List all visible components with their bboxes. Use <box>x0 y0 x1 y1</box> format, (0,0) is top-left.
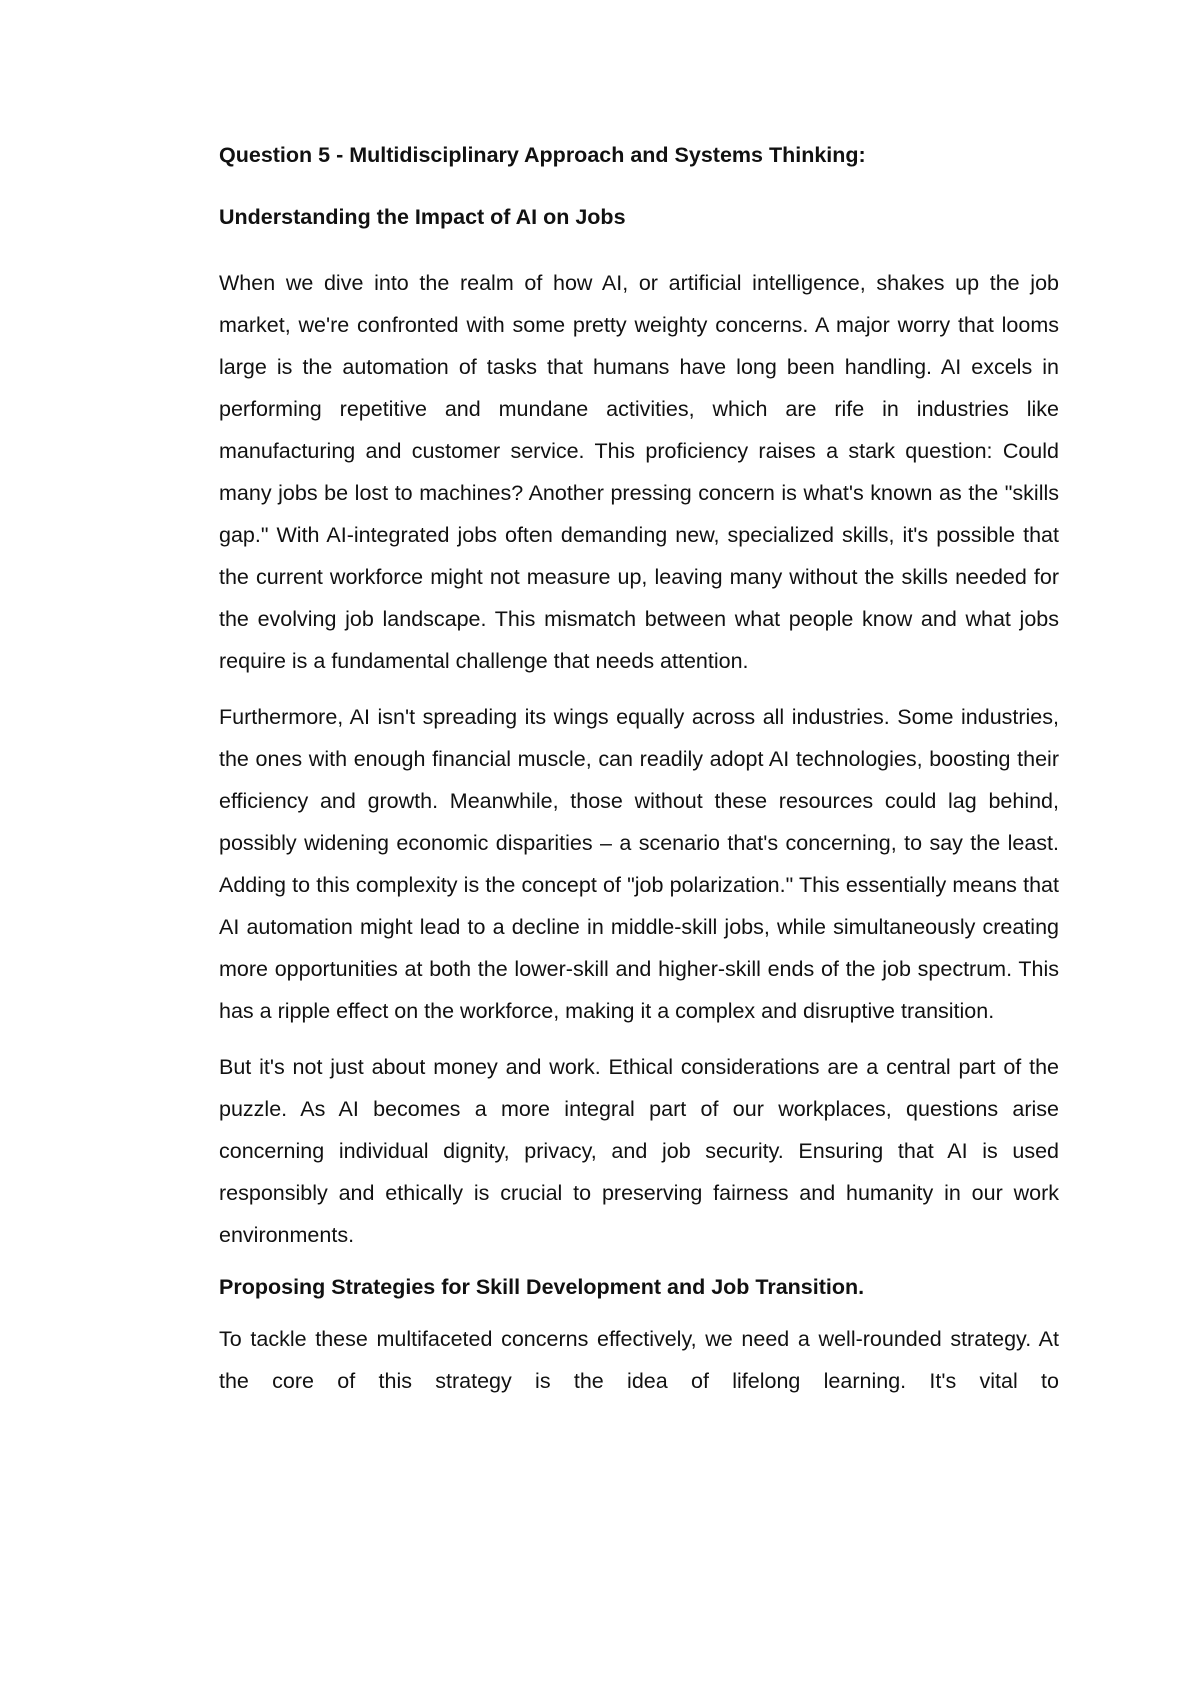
paragraph-job-market-concerns: When we dive into the realm of how AI, or artificial intelligence, shakes up the job market, we're confronted with some pretty weighty concerns. A major worry that looms large is the automation of tasks that humans have long been handling. AI excels in performing repetitive and mundane activities, which are rife in industries like manufacturing and customer service. This proficiency raises a stark question: Could many jobs be lost to machines? Another pressing concern is what's known as the "skills gap." With AI-integrated jobs often demanding new, specialized skills, it's possible that the current workforce might not measure up, leaving many without the skills needed for the evolving job landscape. This mismatch between what people know and what jobs require is a fundamental challenge that needs attention. <box>219 271 1059 673</box>
document-body <box>219 138 1059 1402</box>
question-title: Question 5 - Multidisciplinary Approach and Systems Thinking: <box>219 143 866 167</box>
paragraph-lifelong-learning: To tackle these multifaceted concerns effectively, we need a well-rounded strategy. At the core of this strategy is the idea of lifelong learning. It's vital to <box>219 1327 1059 1393</box>
section-heading-strategies: Proposing Strategies for Skill Development and Job Transition. <box>219 1275 865 1299</box>
paragraph-unequal-adoption: Furthermore, AI isn't spreading its wings equally across all industries. Some industries, the ones with enough financial muscle, can readily adopt AI technologies, boosting their efficiency and growth. Meanwhile, those without these resources could lag behind, possibly widening economic disparities – a scenario that's concerning, to say the least. Adding to this complexity is the concept of "job polarization." This essentially means that AI automation might lead to a decline in middle-skill jobs, while simultaneously creating more opportunities at both the lower-skill and higher-skill ends of the job spectrum. This has a ripple effect on the workforce, making it a complex and disruptive transition. <box>219 705 1059 1023</box>
section-heading-impact: Understanding the Impact of AI on Jobs <box>219 205 626 229</box>
paragraph-ethical-considerations: But it's not just about money and work. Ethical considerations are a central part of the puzzle. As AI becomes a more integral part of our workplaces, questions arise concerning individual dignity, privacy, and job security. Ensuring that AI is used responsibly and ethically is crucial to preserving fairness and humanity in our work environments. <box>219 1055 1059 1247</box>
